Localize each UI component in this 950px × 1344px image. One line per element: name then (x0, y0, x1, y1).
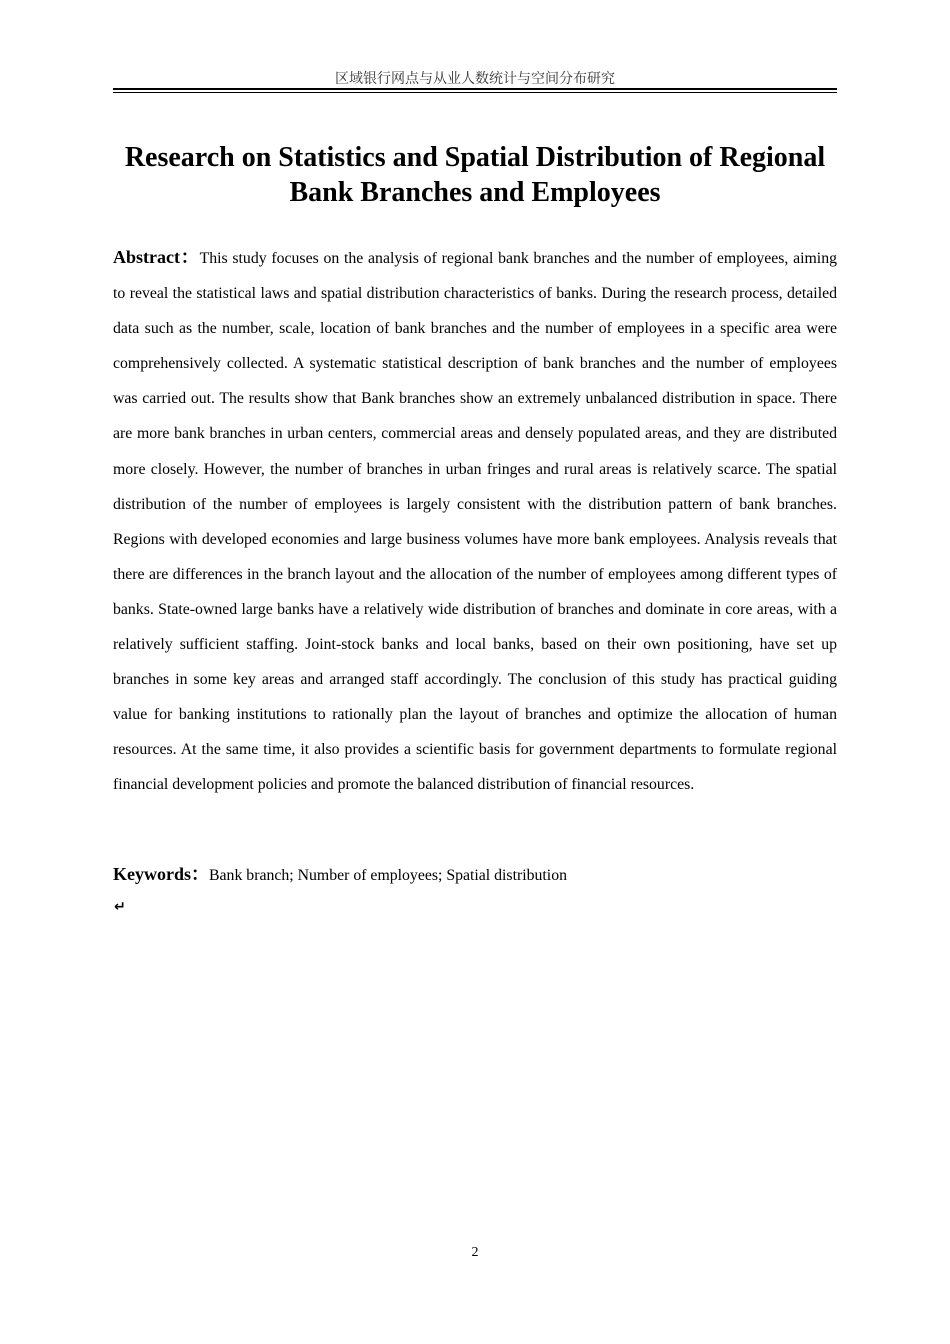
keywords-text: Bank branch; Number of employees; Spatial distribution (209, 867, 567, 884)
paragraph-mark-icon: ↵ (114, 899, 126, 915)
abstract-label: Abstract： (113, 247, 200, 267)
keywords-label: Keywords： (113, 864, 209, 884)
keywords-paragraph (113, 857, 837, 893)
abstract-text: This study focuses on the analysis of regional bank branches and the number of employees, aiming to reveal the statistical laws and spatial distribution characteristics of banks. During the research process, detailed data such as the number, scale, location of bank branches and the number of employees in a specific area were comprehensively collected. A systematic statistical description of bank branches and the number of employees was carried out. The results show that Bank branches show an extremely unbalanced distribution in space. There are more bank branches in urban centers, commercial areas and densely populated areas, and they are distributed more closely. However, the number of branches in urban fringes and rural areas is relatively scarce. The spatial distribution of the number of employees is largely consistent with the distribution pattern of bank branches. Regions with developed economies and large business volumes have more bank employees. Analysis reveals that there are differences in the branch layout and the allocation of the number of employees among different types of banks. State-owned large banks have a relatively wide distribution of branches and dominate in core areas, with a relatively sufficient staffing. Joint-stock banks and local banks, based on their own positioning, have set up branches in some key areas and arranged staff accordingly. The conclusion of this study has practical guiding value for banking institutions to rationally plan the layout of branches and optimize the allocation of human resources. At the same time, it also provides a scientific basis for government departments to formulate regional financial development policies and promote the balanced distribution of financial resources. (113, 250, 837, 794)
page-number: 2 (471, 1245, 479, 1260)
running-header: 区域银行网点与从业人数统计与空间分布研究 (335, 71, 615, 87)
paper-title: Research on Statistics and Spatial Distribution of Regional Bank Branches and Employees (124, 142, 826, 208)
header-rule-thick (113, 88, 837, 90)
abstract-paragraph (113, 240, 837, 803)
header-rule-thin (113, 92, 837, 93)
